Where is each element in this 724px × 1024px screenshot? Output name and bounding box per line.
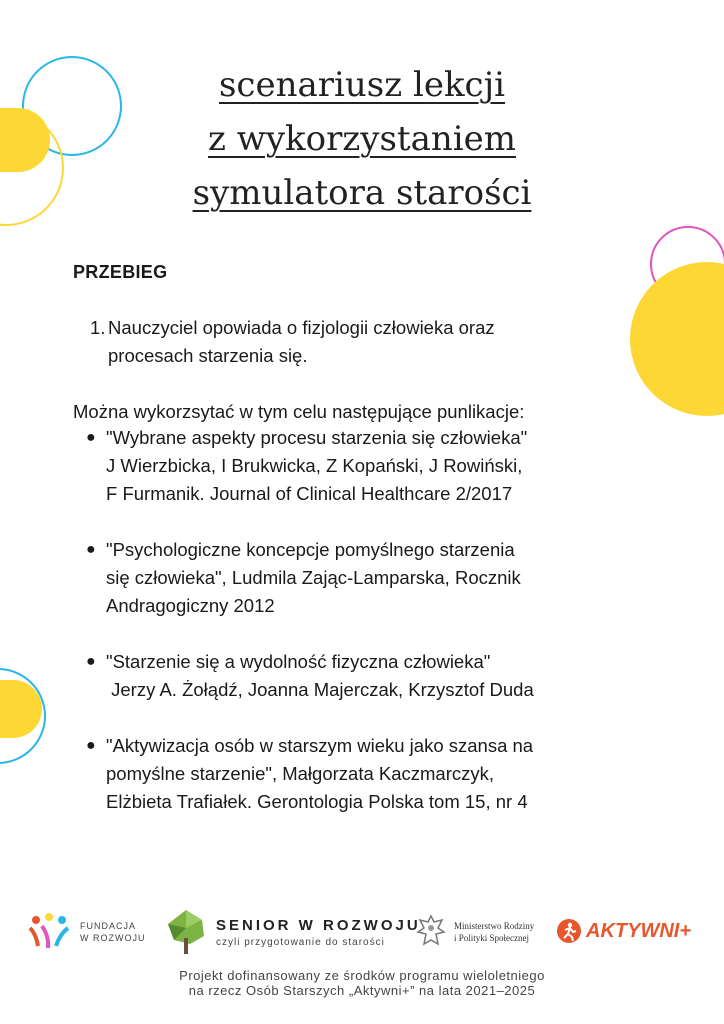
list-item bbox=[86, 536, 656, 620]
list-item-line: "Wybrane aspekty procesu starzenia się człowieka" bbox=[106, 427, 528, 448]
list-item-line: się człowieka", Ludmila Zając-Lamparska, Rocznik bbox=[106, 567, 521, 588]
list-item-line: J Wierzbicka, I Brukwicka, Z Kopański, J Rowiński, bbox=[106, 455, 523, 476]
publication-list bbox=[86, 424, 656, 844]
funding-note-line: na rzecz Osób Starszych „Aktywni+” na lata 2021–2025 bbox=[188, 983, 536, 998]
title-line-1: scenariusz lekcji bbox=[218, 65, 506, 105]
list-item bbox=[86, 648, 656, 704]
bullet-icon: ● bbox=[86, 737, 96, 754]
senior-subtitle: czyli przygotowanie do starości bbox=[216, 936, 385, 948]
tree-icon bbox=[166, 908, 206, 956]
footer bbox=[0, 900, 724, 1024]
list-item-line: F Furmanik. Journal of Clinical Healthcare 2/2017 bbox=[106, 483, 513, 504]
funding-note-line: Projekt dofinansowany ze środków programu wieloletniego bbox=[179, 968, 545, 983]
list-item bbox=[86, 732, 656, 816]
intro-text: Można wykorzsytać w tym celu następujące punlikacje: bbox=[73, 401, 525, 422]
eagle-emblem-icon bbox=[416, 914, 446, 950]
list-item-line: Andragogiczny 2012 bbox=[106, 595, 275, 616]
decor-blue-ring-bottom-left bbox=[0, 668, 46, 764]
bullet-icon: ● bbox=[86, 653, 96, 670]
fundacja-figures-icon bbox=[26, 912, 72, 952]
list-item-line: "Psychologiczne koncepcje pomyślnego starzenia bbox=[106, 539, 515, 560]
list-item-line: Nauczyciel opowiada o fizjologii człowieka oraz bbox=[108, 317, 495, 338]
aktywni-runner-icon bbox=[556, 918, 582, 944]
senior-w-rozwoju-logo bbox=[166, 908, 421, 956]
aktywni-text: AKTYWNI+ bbox=[586, 919, 691, 942]
list-item-line: Elżbieta Trafiałek. Gerontologia Polska tom 15, nr 4 bbox=[106, 791, 528, 812]
ministry-logo bbox=[416, 914, 534, 950]
title-line-2: z wykorzystaniem bbox=[208, 119, 516, 159]
ministry-text: i Polityki Społecznej bbox=[454, 933, 529, 943]
list-item bbox=[86, 424, 656, 508]
list-item-line: procesach starzenia się. bbox=[108, 345, 308, 366]
title-line-3: symulatora starości bbox=[192, 173, 532, 213]
list-item-line: "Starzenie się a wydolność fizyczna człowieka" bbox=[106, 651, 491, 672]
section-heading: PRZEBIEG bbox=[73, 262, 168, 282]
fundacja-text: W ROZWOJU bbox=[80, 933, 146, 943]
senior-title: SENIOR W ROZWOJU bbox=[216, 916, 421, 934]
aktywni-logo bbox=[556, 918, 691, 944]
page-title bbox=[0, 58, 724, 220]
bullet-icon: ● bbox=[86, 429, 96, 446]
bullet-icon: ● bbox=[86, 541, 96, 558]
ministry-text: Ministerstwo Rodziny bbox=[454, 921, 535, 931]
fundacja-text: FUNDACJA bbox=[80, 921, 137, 931]
list-item-line: pomyślne starzenie", Małgorzata Kaczmarczyk, bbox=[106, 763, 495, 784]
ordered-list-item bbox=[90, 314, 650, 370]
funding-note bbox=[0, 968, 724, 998]
fundacja-logo bbox=[26, 912, 146, 952]
list-item-line: "Aktywizacja osób w starszym wieku jako szansa na bbox=[106, 735, 534, 756]
list-item-line: Jerzy A. Żołądź, Joanna Majerczak, Krzysztof Duda bbox=[106, 679, 534, 700]
list-number: 1. bbox=[90, 317, 106, 338]
